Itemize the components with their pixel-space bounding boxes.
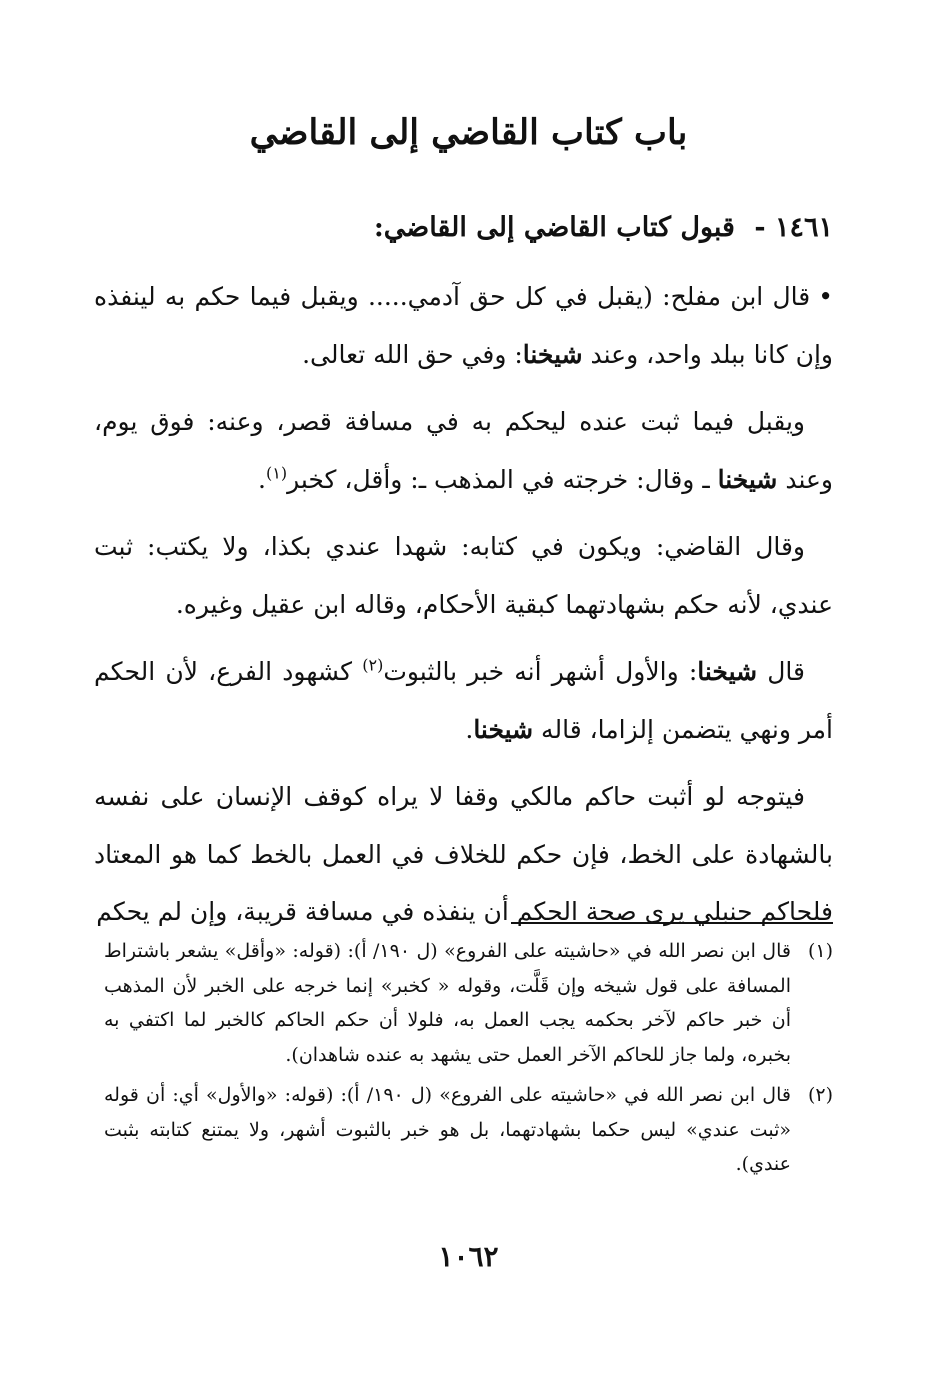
footnote-text: قال ابن نصر الله في «حاشيته على الفروع» (ل ١٩٠/ أ): (قوله: «وأقل» يشعر باشتراط المسافة على قول شيخه وإن قَلَّت، وقوله « كخبر» إنما خرجه على الخبر لأن المذهب أن خبر حاكم لآخر بحكمه يجب العمل به، فلولا أن حكم الحاكم كالخبر لما اكتفي به بخبره، ولما جاز للحاكم الآخر العمل حتى يشهد به عنده شاهدان). [104,940,791,1066]
footnote-ref-1[interactable]: (١) [265,463,288,483]
paragraph-text: : والأول أشهر أنه خبر بالثبوت [383,657,698,686]
paragraph-5 [94,768,833,941]
section-heading [104,208,833,248]
bullet-icon: • [818,282,833,311]
paragraph-text: وقال القاضي: ويكون في كتابه: شهدا عندي بكذا، ولا يكتب: ثبت عندي، لأنه حكم بشهادتهما كبقية الأحكام، وقاله ابن عقيل وغيره. [94,532,833,619]
footnote-text: قال ابن نصر الله في «حاشيته على الفروع» (ل ١٩٠/ أ): (قوله: «والأول» أي: أن قوله «ثبت عندي» ليس حكما بشهادتهما، بل هو خبر بالثبوت أشهر، ولا يمتنع كتابته بثبت عندي). [104,1084,791,1175]
footnote-2 [104,1078,833,1182]
bold-term: شيخنا [717,464,778,494]
section-title: قبول كتاب القاضي إلى القاضي: [373,212,735,243]
footnotes [104,934,833,1188]
paragraph-text: . [465,714,474,744]
paragraph-text: فيتوجه لو أثبت حاكم مالكي وقفا لا يراه كوقف الإنسان على نفسه بالشهادة على الخط، فإن حكم للخلاف في العمل بالخط كما هو المعتاد فلحاكم حنبلي يرى صحة الحكم أن ينفذه في مسافة قريبة، وإن لم يحكم [94,782,833,926]
footnote-divider [511,922,833,924]
bold-term: شيخنا [473,714,534,744]
paragraph-text: : وفي حق الله تعالى. [302,339,523,369]
paragraph-2 [94,393,833,508]
paragraph-text: . [258,464,266,494]
paragraph-1 [94,268,833,383]
paragraph-text: ـ وقال: خرجته في المذهب ـ: وأقل، كخبر [287,464,718,494]
footnote-1 [104,934,833,1072]
paragraph-text: كشهود الفرع، لأن الحكم أمر ونهي يتضمن إلزاما، قاله [94,657,833,744]
bold-term: شيخنا [697,657,758,686]
chapter-title: باب كتاب القاضي إلى القاضي [249,112,688,153]
footnote-number: (١) [807,940,833,962]
paragraph-4 [94,643,833,758]
paragraph-3 [94,518,833,633]
paragraph-text: قال ابن مفلح: (يقبل في كل حق آدمي..... ويقبل فيما حكم به لينفذه وإن كانا ببلد واحد، وعند [94,282,833,369]
footnote-ref-2[interactable]: (٢) [362,655,384,675]
page-number: ١٠٦٢ [438,1240,499,1273]
section-number: ١٤٦١ - [754,212,833,243]
bold-term: شيخنا [522,339,583,369]
paragraph-text: قال [757,657,805,686]
footnote-number: (٢) [807,1084,833,1106]
paragraph-text: ويقبل فيما ثبت عنده ليحكم به في مسافة قصر، وعنه: فوق يوم، وعند [94,407,833,494]
main-text [94,268,833,951]
